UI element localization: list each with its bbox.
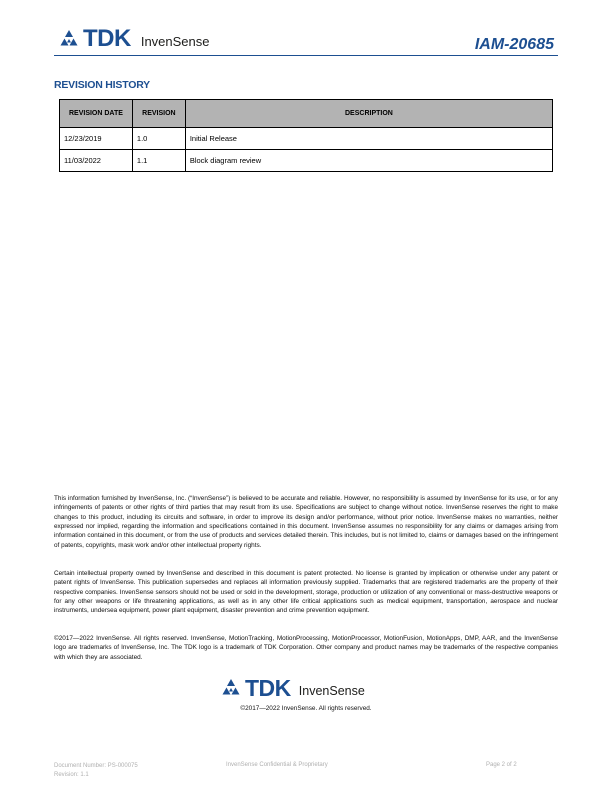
footer-revision: Revision: 1.1 [54,771,89,778]
legal-notice-ip [54,569,558,616]
cell-date: 11/03/2022 [60,150,133,172]
column-header-date: REVISION DATE [60,100,133,128]
footer-page-number: Page 2 of 2 [486,762,517,768]
footer-logo [220,676,365,700]
cell-revision: 1.1 [132,150,185,172]
cell-revision: 1.0 [132,128,185,150]
cell-date: 12/23/2019 [60,128,133,150]
copyright-line: ©2017—2022 InvenSense. All rights reserved. [240,705,372,712]
document-title: IAM-20685 [474,36,554,53]
cell-description: Initial Release [185,128,552,150]
footer-doc-number: Document Number: PS-000075 [54,763,138,769]
table-row [60,150,553,172]
header-logo [58,26,210,52]
logo-sub: InvenSense [140,34,210,49]
section-title: REVISION HISTORY [54,79,150,91]
tdk-emblem-icon [58,29,80,49]
legal-notice-trademark [54,634,558,662]
cell-description: Block diagram review [185,150,552,172]
table-row [60,128,553,150]
footer-logo-brand: TDK [245,675,291,701]
column-header-description: DESCRIPTION [185,100,552,128]
tdk-emblem-icon [220,678,242,698]
logo-brand: TDK [83,25,131,52]
footer-logo-sub: InvenSense [298,684,365,698]
header-divider [54,55,558,56]
revision-table [59,99,553,172]
footer-doc-info [54,762,138,779]
legal-notice [54,494,558,550]
table-header-row [60,100,553,128]
legal-paragraph-ip: Certain intellectual property owned by InvenSense and described in this document is patent protected. No license is granted by implication or otherwise under any patent or patent rights of InvenSense. This publication supersedes and replaces all information previously supplied. Trademarks that are registered trademarks are the property of their respective companies. InvenSense sensors should not be used or sold in the development, storage, production or utilization of any conventional or mass-destructive weapons or for any other weapons or life threatening applications, as well as in any other life critical applications such as medical equipment, transportation, aerospace and nuclear instruments, undersea equipment, power plant equipment, disaster prevention and crime prevention equipment. [54,570,558,615]
column-header-revision: REVISION [132,100,185,128]
footer-confidential: InvenSense Confidential & Proprietary [226,762,328,768]
legal-paragraph-trademark: ©2017—2022 InvenSense. All rights reserved. InvenSense, MotionTracking, MotionProcessing, MotionProcessor, MotionFusion, MotionApps, DMP, AAR, and the InvenSense logo are trademarks of InvenSense, Inc. The TDK logo is a trademark of TDK Corporation. Other company and product names may be trademarks of the respective companies with which they are associated. [54,635,558,661]
legal-paragraph-disclaimer: This information furnished by InvenSense, Inc. (“InvenSense”) is believed to be accurate and reliable. However, no responsibility is assumed by InvenSense for its use, or for any infringements of patents or other rights of third parties that may result from its use. Specifications are subject to change without notice. InvenSense reserves the right to make changes to this product, including its circuits and software, in order to improve its design and/or performance, without prior notice. InvenSense makes no warranties, neither expressed nor implied, regarding the information and specifications contained in this document. InvenSense assumes no responsibility for any claims or damages arising from information contained in this document, or from the use of products and services detailed therein. This includes, but is not limited to, claims or damages based on the infringement of patents, copyrights, mask work and/or other intellectual property rights. [54,495,558,549]
